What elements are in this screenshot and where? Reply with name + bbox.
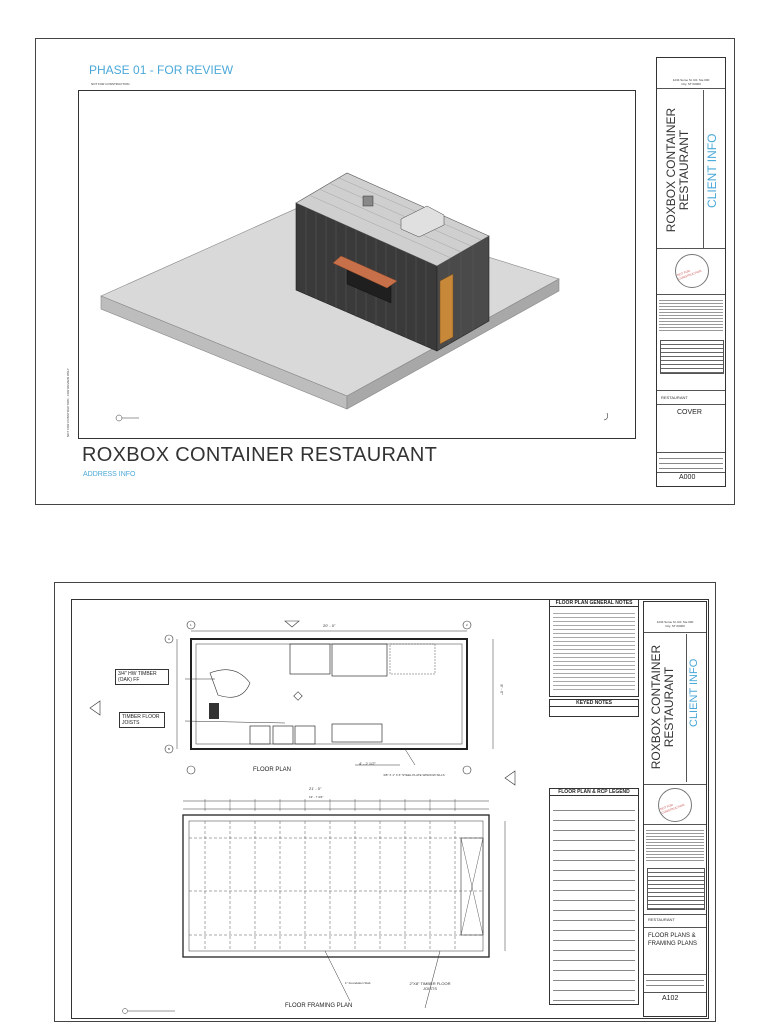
project-title: ROXBOX CONTAINER RESTAURANT	[82, 444, 438, 466]
cover-sheet	[35, 38, 735, 505]
legend-header: FLOOR PLAN & RCP LEGEND	[550, 789, 638, 796]
keyed-notes-header: KEYED NOTES	[550, 700, 638, 707]
client-info-vertical-2: CLIENT INFO	[688, 658, 700, 727]
dim-overall: 20' - 0"	[323, 623, 336, 628]
sheet-number: A000	[679, 474, 696, 481]
project-name-vertical-2: ROXBOX CONTAINER RESTAURANT	[649, 644, 676, 770]
left-margin-note: NOT FOR CONSTRUCTION - FOR REVIEW ONLY	[66, 368, 70, 437]
dim-framing: 21' - 0"	[309, 786, 322, 791]
disclaimer-text	[659, 298, 723, 332]
sheet-number-2: A102	[662, 995, 679, 1002]
grid-1-top: 1	[190, 623, 192, 627]
sheet-category: RESTAURANT	[661, 395, 688, 400]
sheet-name-2: FLOOR PLANS & FRAMING PLANS	[648, 933, 698, 947]
callout-foundation: 1" Foundation Slab	[345, 981, 371, 985]
framing-plan-title: FLOOR FRAMING PLAN	[285, 1003, 353, 1009]
firm-address: 1234 Some St. Rd. Ste 000 City, ST 00000	[672, 78, 710, 86]
stamp-text-2: NOT FOR CONSTRUCTION	[659, 802, 685, 815]
firm-address-2: 1234 Some St. Rd. Ste 000 City, ST 00000	[656, 620, 694, 628]
grid-2-top: 2	[466, 623, 468, 627]
info-rows-2	[646, 976, 704, 990]
container-3d-view	[79, 91, 635, 438]
keyed-notes	[549, 699, 639, 717]
title-block	[656, 57, 726, 487]
grid-a: A	[168, 637, 171, 641]
dim-door: 4' - 2 1/2"	[359, 761, 376, 766]
phase-label: PHASE 01 - FOR REVIEW	[89, 63, 234, 77]
dim-framing-sub: 19' - 7 3/4"	[309, 795, 324, 799]
callout-oak-timber: 3/4" HW TIMBER (OAK) FF	[115, 669, 169, 685]
callout-2x8-joists: 2"X8" TIMBER FLOOR JOISTS	[409, 981, 451, 991]
legend	[549, 788, 639, 1005]
general-notes	[549, 599, 639, 697]
floor-plans-sheet	[54, 582, 716, 1022]
info-rows	[659, 454, 723, 470]
client-info-vertical: CLIENT INFO	[705, 133, 719, 208]
general-notes-header: FLOOR PLAN GENERAL NOTES	[550, 600, 638, 607]
project-name-vertical: ROXBOX CONTAINER RESTAURANT	[664, 107, 691, 233]
floor-plan-title: FLOOR PLAN	[253, 767, 292, 773]
address-info: ADDRESS INFO	[83, 471, 136, 478]
revision-table	[660, 340, 724, 374]
callout-steel-plate: 3/8" X 1" X 6" STEEL PLATE WINDOW SILLS	[383, 773, 445, 777]
sheet-category-2: RESTAURANT	[648, 917, 675, 922]
dim-side: 8' - 0"	[499, 684, 505, 695]
stamp-text: NOT FOR CONSTRUCTION	[676, 268, 702, 281]
sheet-name: COVER	[677, 409, 702, 416]
title-block-2	[643, 601, 707, 1017]
grid-b: B	[168, 747, 171, 751]
3d-view-frame	[78, 90, 636, 439]
callout-timber-joists: TIMBER FLOOR JOISTS	[119, 712, 165, 728]
not-for-construction-note: NOT FOR CONSTRUCTION	[91, 82, 130, 86]
revision-table-2	[647, 868, 705, 910]
disclaimer-text-2	[646, 828, 704, 862]
